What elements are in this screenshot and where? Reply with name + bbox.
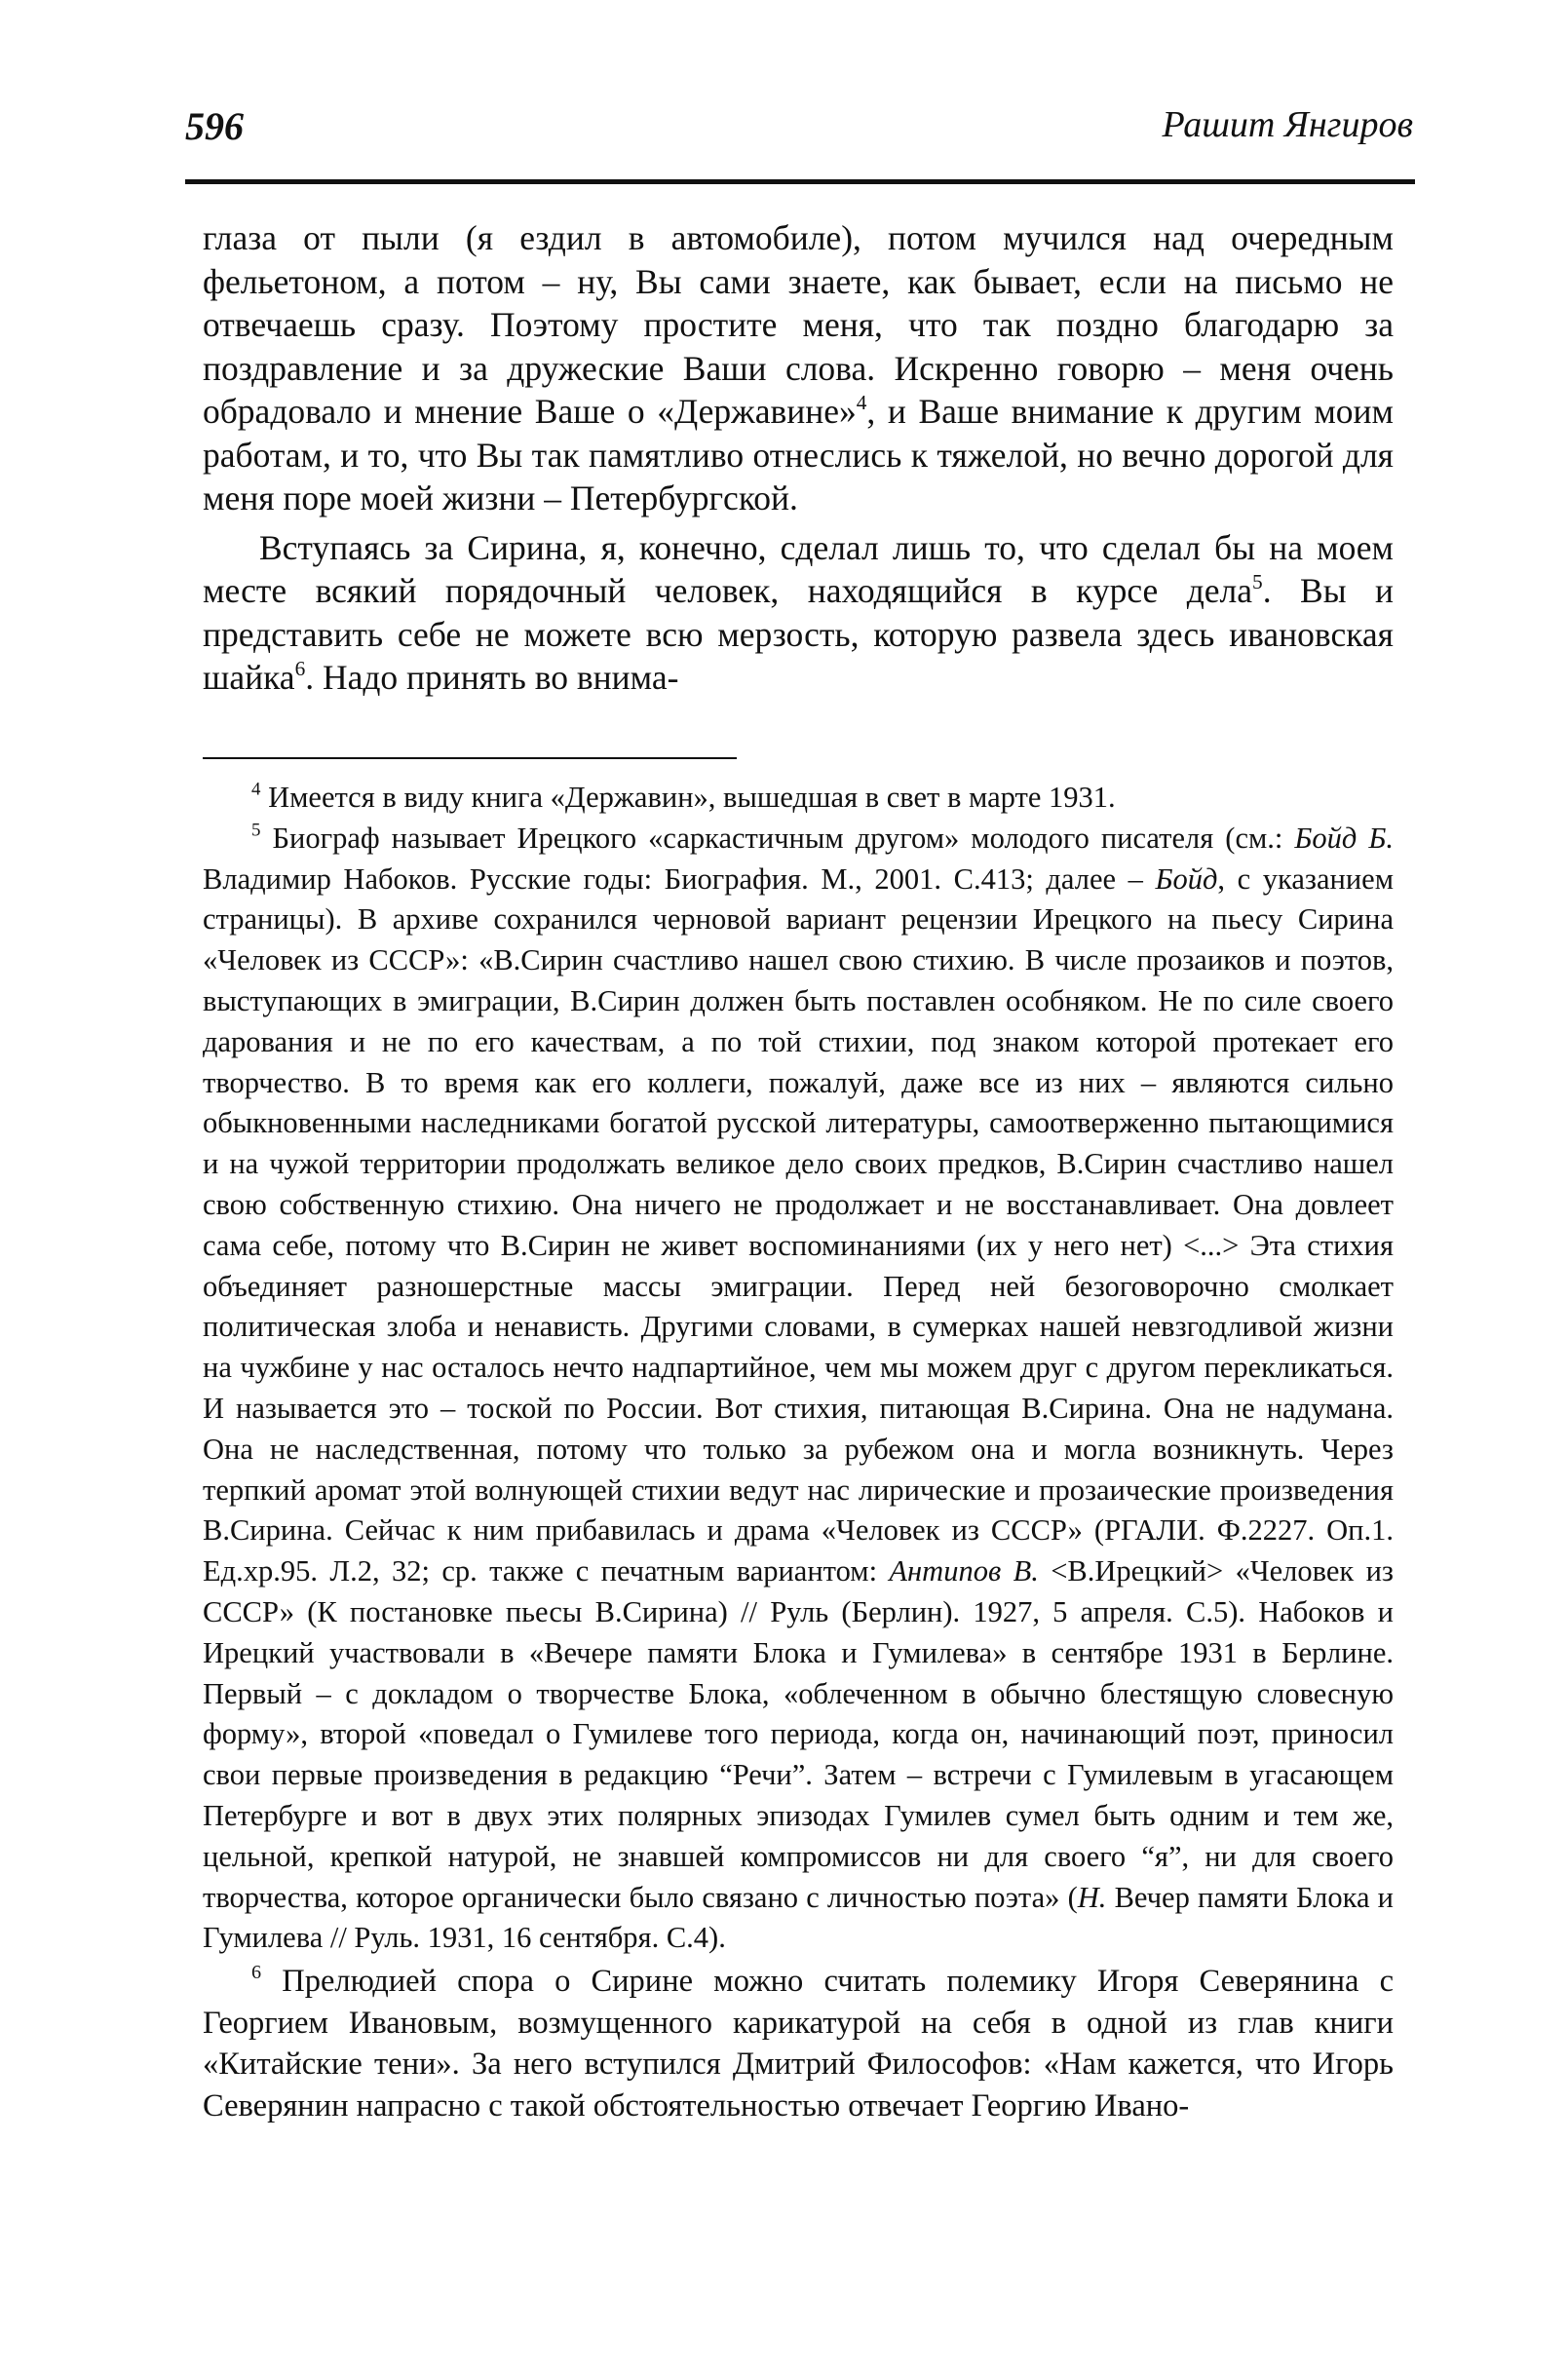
footnote-5-author-boyd: Бойд Б. [1294, 821, 1394, 855]
footnote-ref-4: 4 [856, 391, 867, 415]
main-paragraph-2-middle: . Вы и представить себе не можете всю мерзость, которую развела здесь ивановская шайка [203, 571, 1394, 697]
page-header [185, 103, 1413, 162]
main-paragraph-2-text: Вступаясь за Сирина, я, конечно, сделал лишь то, что сделал бы на моем месте всякий порядочный человек, находящийся в курсе дела [203, 527, 1394, 610]
running-head-author: Рашит Янгиров [1162, 104, 1413, 145]
footnote-4 [203, 778, 1394, 819]
footnote-5-author-boyd-short: Бойд [1155, 861, 1218, 896]
footnote-6-number: 6 [251, 1962, 262, 1984]
footnotes [203, 778, 1394, 2126]
footnote-5-number: 5 [251, 820, 261, 841]
footnote-ref-5: 5 [1252, 570, 1263, 594]
footnote-6 [203, 1961, 1394, 2126]
footnote-5 [203, 819, 1394, 1959]
footnote-5-author-antipov: Антипов В. [889, 1554, 1039, 1588]
footnote-5-text-a: Биограф называет Ирецкого «саркастичным другом» молодого писателя (см.: [272, 821, 1295, 855]
footnote-separator [203, 757, 737, 759]
main-paragraph-2-end: . Надо принять во внима- [305, 658, 679, 697]
main-text [203, 216, 1394, 700]
main-paragraph-1-end: , и Ваше внимание к другим моим работам, и то, что Вы так памятливо отнеслись к тяжелой, но вечно дорогой для меня поре моей жизни – Петербургской. [203, 392, 1394, 517]
footnote-5-author-n: Н. [1077, 1880, 1107, 1914]
footnote-5-text-e: Вечер памяти Блока и Гумилева // Руль. 1931, 16 сентября. С.4). [203, 1880, 1394, 1955]
header-rule [185, 179, 1415, 184]
footnote-4-text: Имеется в виду книга «Державин», вышедшая в свет в марте 1931. [268, 781, 1116, 814]
main-paragraph-1 [203, 216, 1394, 520]
footnote-ref-6: 6 [294, 657, 306, 681]
footnote-4-number: 4 [251, 779, 261, 800]
footnote-5-text-c: , с указанием страницы). В архиве сохранился черновой вариант рецензии Ирецкого на пьесу Сирина «Человек из СССР»: «В.Сирин счастливо нашел свою стихию. В числе прозаиков и поэтов, выступающих в эмиграции, В.Сирин должен быть поставлен особняком. Не по силе своего дарования и не по его качествам, а по той стихии, под знаком которой протекает его творчество. В то время как его коллеги, пожалуй, даже все из них – являются сильно обыкновенными наследниками богатой русской литературы, самоотверженно пытающимися и на чужой территории продолжать великое дело своих предков, В.Сирин счастливо нашел свою собственную стихию. Она ничего не продолжает и не восстанавливает. Она довлеет сама себе, потому что В.Сирин не живет воспоминаниями (их у него нет) <...> Эта стихия объединяет разношерстные массы эмиграции. Перед ней безоговорочно смолкает политическая злоба и ненависть. Другими словами, в сумерках нашей невзгодливой жизни на чужбине у нас осталось нечто надпартийное, чем мы можем друг с другом перекликаться. И называется это – тоской по России. Вот стихия, питающая В.Сирина. Она не надумана. Она не наследственная, потому что только за рубежом она и могла возникнуть. Через терпкий аромат этой волнующей стихии ведут нас лирические и прозаические произведения В.Сирина. Сейчас к ним прибавилась и драма «Человек из СССР» (РГАЛИ. Ф.2227. Оп.1. Ед.хр.95. Л.2, 32; ср. также с печатным вариантом: [203, 861, 1394, 1588]
footnote-6-text: Прелюдией спора о Сирине можно считать полемику Игоря Северянина с Георгием Ивановым, возмущенного карикатурой на себя в одной из глав книги «Китайские тени». За него вступился Дмитрий Философов: «Нам кажется, что Игорь Северянин напрасно с такой обстоятельностью отвечает Георгию Ивано- [203, 1964, 1394, 2123]
page-number: 596 [185, 104, 244, 148]
footnote-5-text-b: Владимир Набоков. Русские годы: Биография. М., 2001. С.413; далее – [203, 861, 1156, 896]
main-paragraph-2 [203, 526, 1394, 700]
main-paragraph-1-text: глаза от пыли (я ездил в автомобиле), потом мучился над очередным фельетоном, а потом – ну, Вы сами знаете, как бывает, если на письмо не отвечаешь сразу. Поэтому простите меня, что так поздно благодарю за поздравление и за дружеские Ваши слова. Искренно говорю – меня очень обрадовало и мнение Ваше о «Державине» [203, 218, 1394, 431]
footnote-5-text-d: <В.Ирецкий> «Человек из СССР» (К постановке пьесы В.Сирина) // Руль (Берлин). 1927, 5 апреля. С.5). Набоков и Ирецкий участвовали в «Вечере памяти Блока и Гумилева» в сентябре 1931 в Берлине. Первый – с докладом о творчестве Блока, «облеченном в обычно блестящую словесную форму», второй «поведал о Гумилеве того периода, когда он, начинающий поэт, приносил свои первые произведения в редакцию “Речи”. Затем – встречи с Гумилевым в угасающем Петербурге и вот в двух этих полярных эпизодах Гумилев сумел быть одним и тем же, цельной, крепкой натурой, не знавшей компромиссов ни для своего “я”, ни для своего творчества, которое органически было связано с личностью поэта» ( [203, 1554, 1394, 1914]
